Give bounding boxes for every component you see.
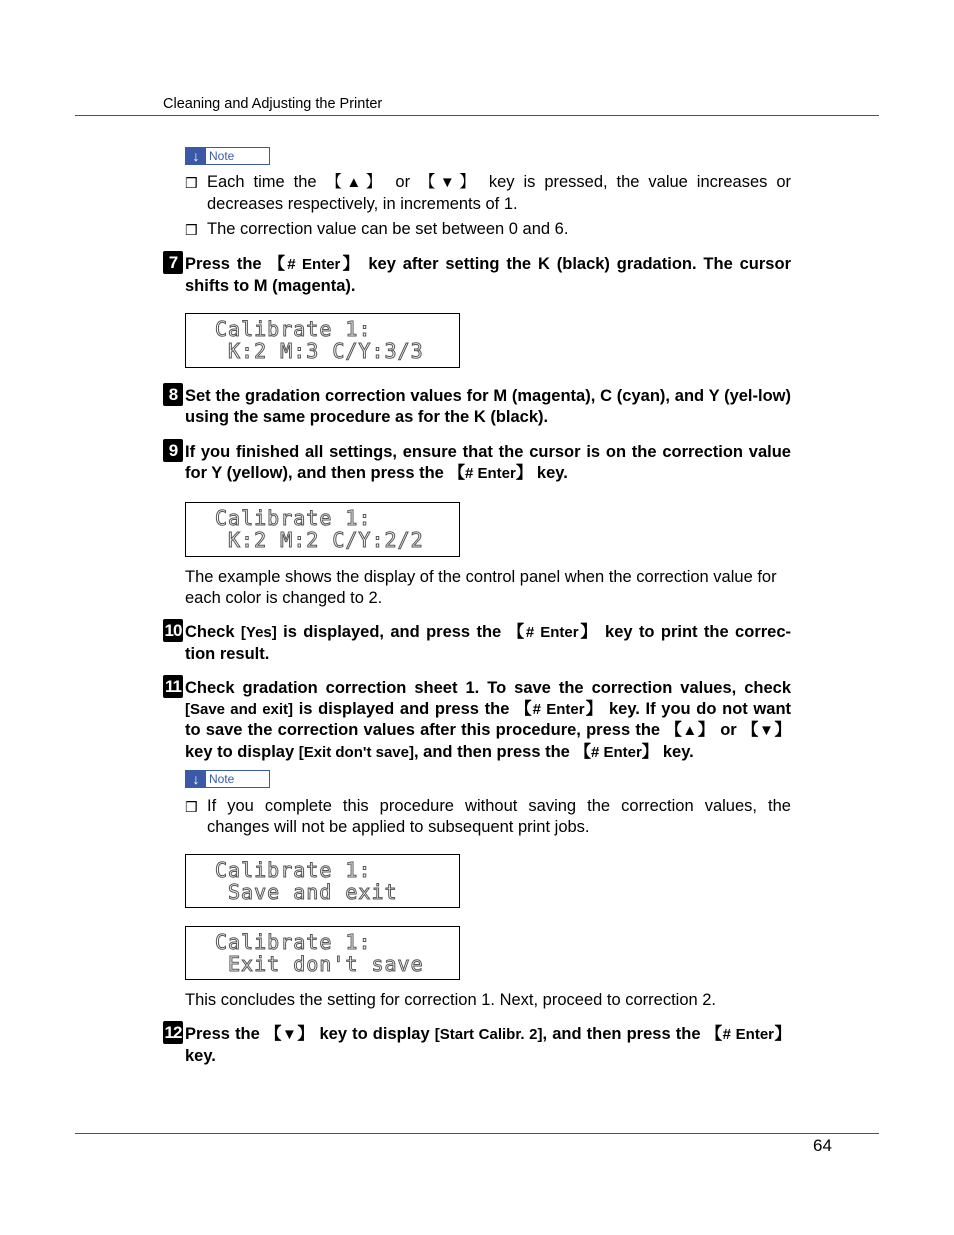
checkbox-bullet-icon: ❒ — [185, 222, 198, 238]
up-key: ▲ — [346, 174, 366, 191]
note-label: Note — [209, 149, 235, 163]
checkbox-bullet-icon: ❒ — [185, 175, 198, 191]
lcd-display: Calibrate 1: Save and exit — [185, 854, 460, 908]
header-rule — [75, 115, 879, 116]
up-key: ▲ — [682, 722, 698, 739]
down-key: ▼ — [759, 722, 775, 739]
enter-key: # Enter — [532, 700, 585, 718]
step-number: 10 — [164, 621, 182, 640]
save-and-exit-option: [Save and exit] — [185, 700, 294, 718]
enter-key: # Enter — [287, 256, 341, 273]
step-10: 10 Check [Yes] is displayed, and press the 【# Enter】 key to print the correc-tion result. — [164, 621, 792, 663]
enter-key: # Enter — [464, 464, 516, 482]
enter-key: # Enter — [722, 1026, 775, 1043]
page-number: 64 — [813, 1136, 832, 1155]
step-7: 7 Press the 【# Enter】 key after setting the K (black) gradation. The cursor shifts to M (magenta). — [163, 251, 791, 296]
note-label: Note — [209, 772, 235, 786]
step-8: 8 Set the gradation correction values for M (magenta), C (cyan), and Y (yel-low) using the same procedure as for the K (black). — [163, 383, 791, 427]
exit-dont-save-option: [Exit don't save] — [298, 743, 414, 761]
running-header: Cleaning and Adjusting the Printer — [163, 96, 383, 112]
down-key: ▼ — [281, 1026, 298, 1043]
step-11: 11 Check gradation correction sheet 1. To save the correction values, check [Save and exit] is displayed and press the 【# Enter】 key. If you do not want to save the correction values after this procedure, press the 【▲】 or 【▼】 key to display [Exit don't save], and then press the 【# Enter】 key. — [165, 677, 792, 761]
enter-key: # Enter — [590, 743, 642, 761]
note-badge — [185, 147, 270, 165]
step-12: 12 Press the 【▼】 key to display [Start Calibr. 2], and then press the 【# Enter】 key. — [164, 1023, 792, 1065]
step-number: 7 — [163, 251, 183, 274]
down-arrow-icon: ↓ — [186, 771, 206, 787]
lcd-display: Calibrate 1: Exit don't save — [185, 926, 460, 980]
lcd-display: Calibrate 1: K:2 M:3 C/Y:3/3 — [185, 313, 460, 368]
step-9: 9 If you finished all settings, ensure that the cursor is on the correction value for Y (yellow), and then press the 【# Enter】 key. — [163, 439, 791, 484]
note-badge — [185, 770, 270, 788]
step-number: 12 — [164, 1023, 182, 1042]
step-number: 11 — [163, 675, 183, 698]
step-number: 8 — [163, 383, 183, 406]
note-item: ❒ If you complete this procedure without saving the correction values, the changes will not be applied to subsequent print jobs. — [185, 797, 791, 836]
yes-option: [Yes] — [240, 624, 277, 641]
step-number: 9 — [163, 439, 183, 462]
note-item: ❒ The correction value can be set between 0 and 6. — [185, 219, 791, 240]
down-key: ▼ — [439, 174, 460, 191]
lcd-display: Calibrate 1: K:2 M:2 C/Y:2/2 — [185, 502, 460, 557]
start-calibr-2-option: [Start Calibr. 2] — [434, 1026, 543, 1043]
checkbox-bullet-icon: ❒ — [185, 799, 198, 815]
conclusion-paragraph: This concludes the setting for correction 1. Next, proceed to correction 2. — [185, 991, 717, 1009]
note-item: ❒ Each time the 【▲】 or 【▼】 key is pressed, the value increases or decreases respectively, in increments of 1. — [185, 173, 792, 213]
enter-key: # Enter — [525, 624, 579, 641]
example-paragraph: The example shows the display of the control panel when the correction value for each color is changed to 2. — [185, 568, 777, 607]
down-arrow-icon: ↓ — [186, 148, 206, 164]
footer-rule — [75, 1133, 879, 1134]
